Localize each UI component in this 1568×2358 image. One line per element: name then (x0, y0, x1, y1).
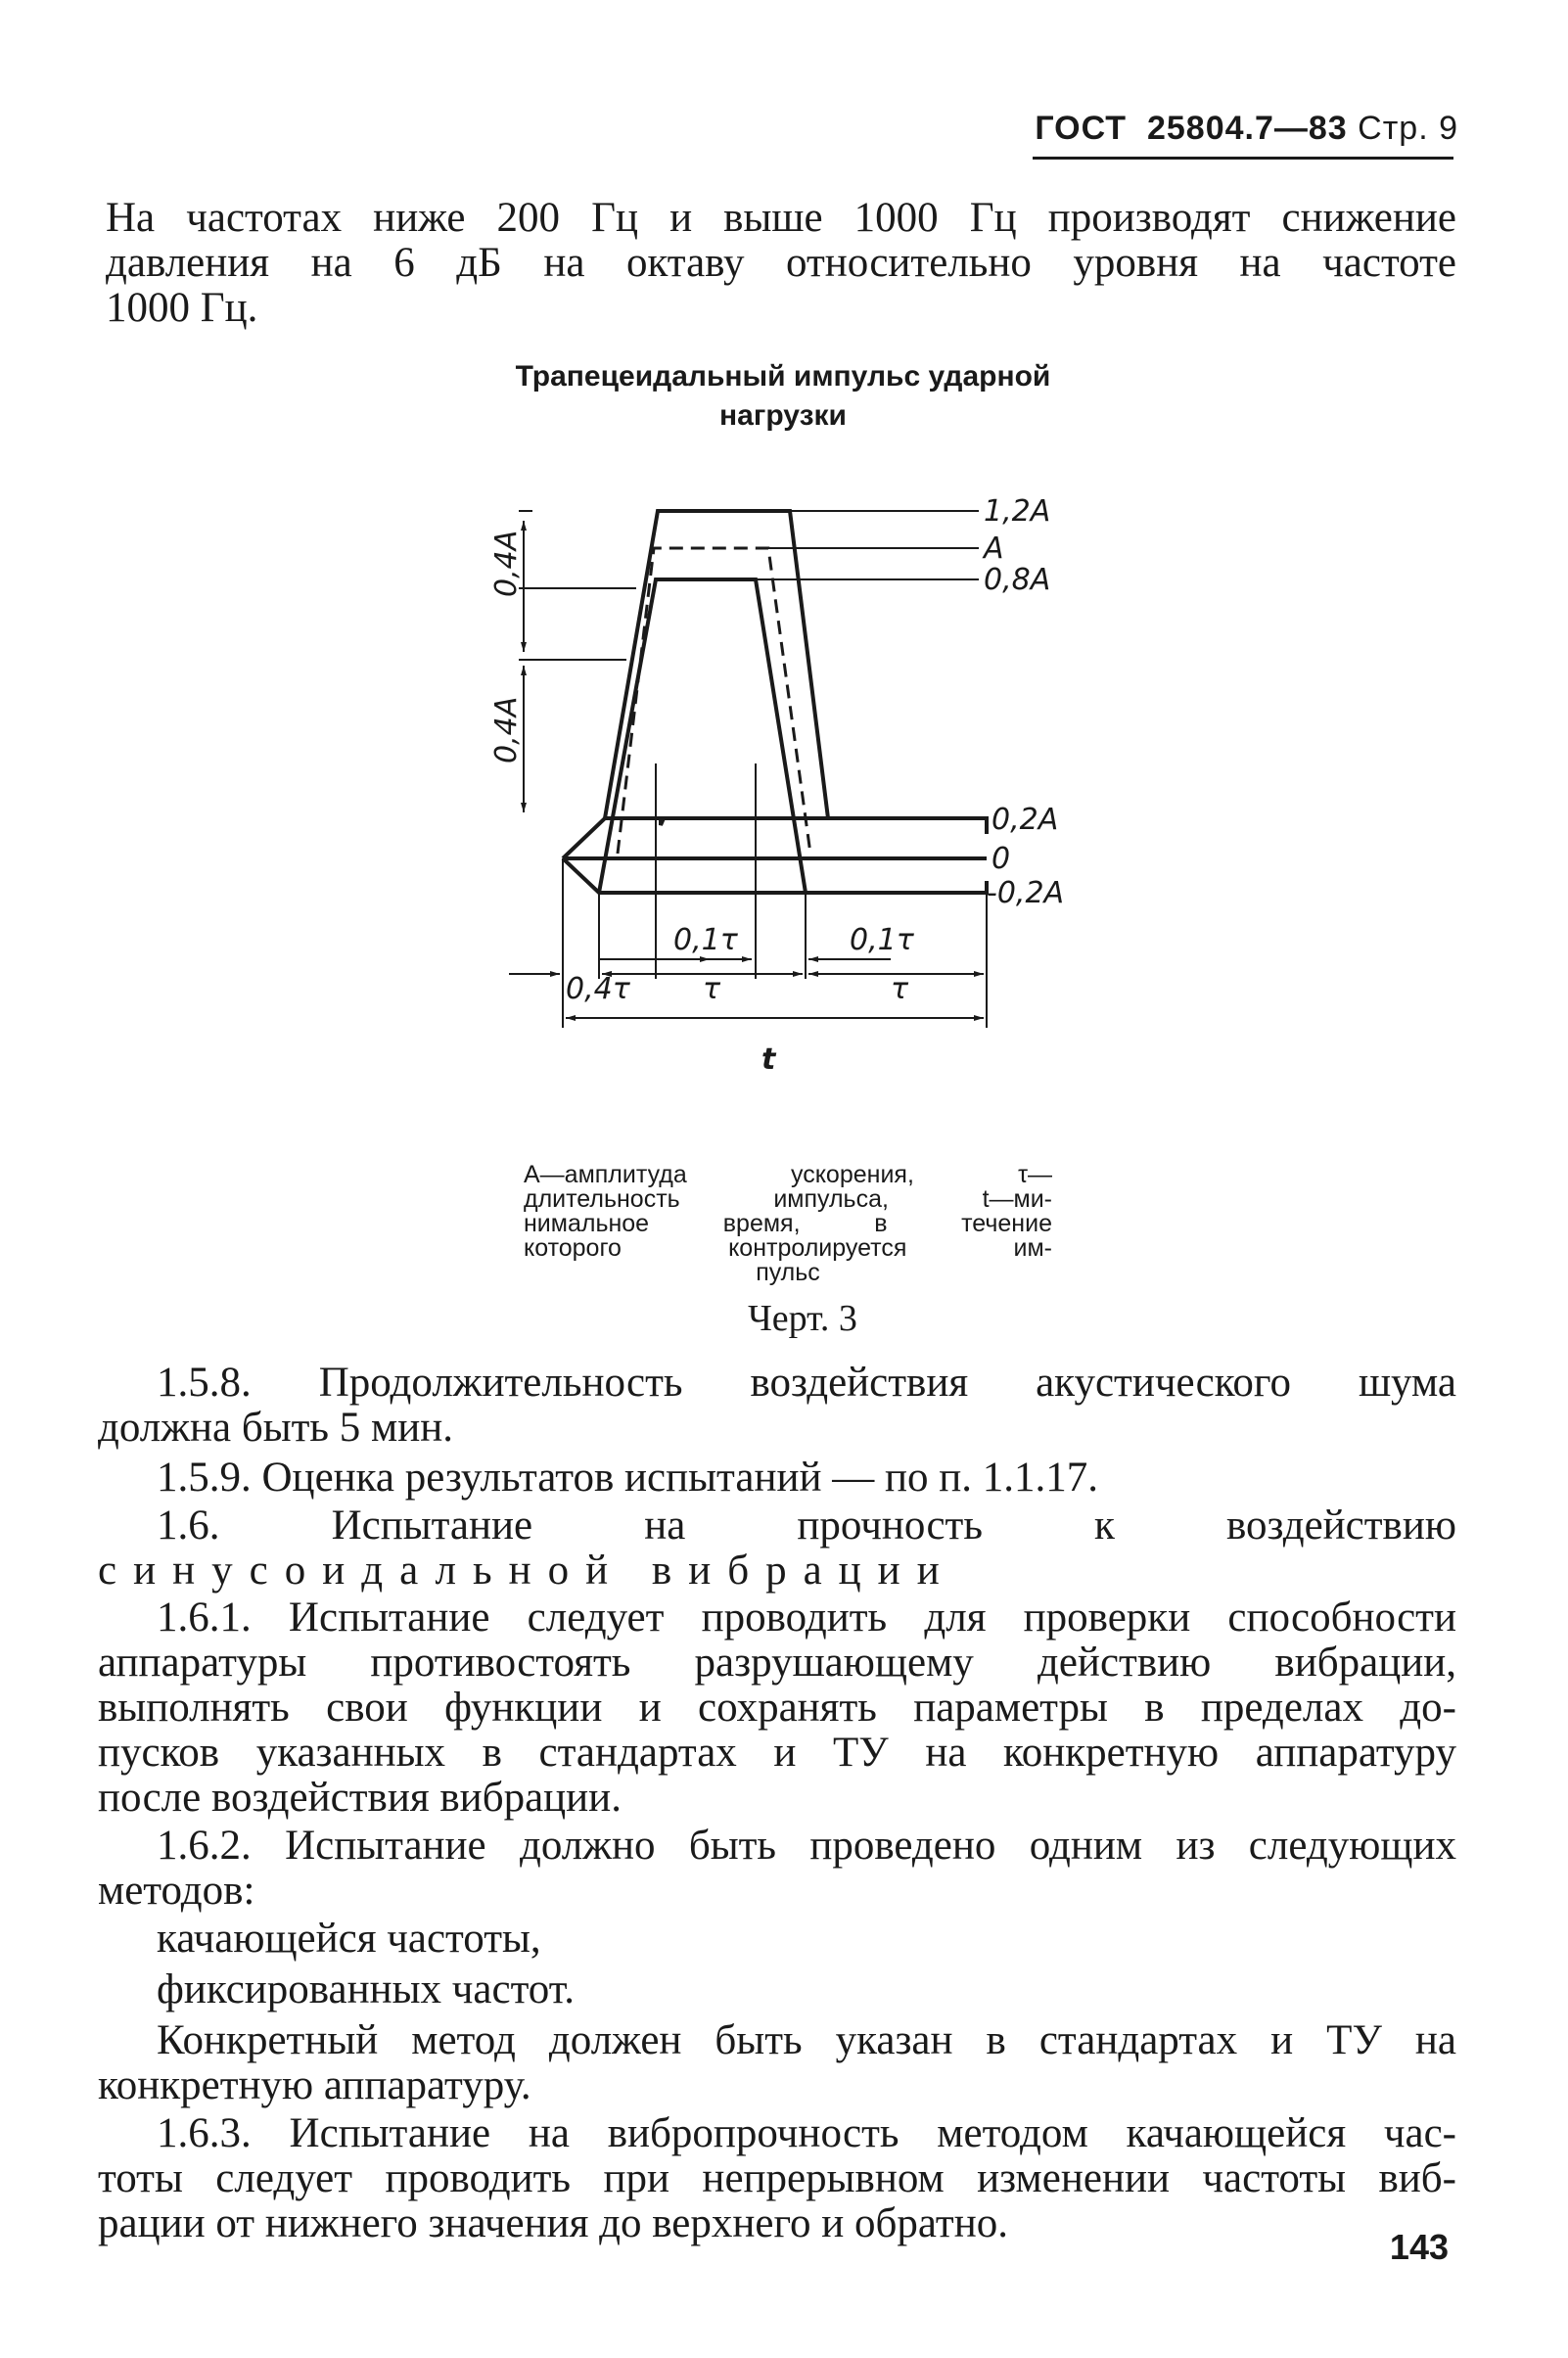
p163-line-3: рации от нижнего значения до верхнего и обратно. (98, 2200, 1008, 2246)
p159: 1.5.9. Оценка результатов испытаний — по п. 1.1.17. (157, 1455, 1098, 1501)
trapezoidal-pulse-diagram (489, 470, 1116, 1116)
header-page-label: Стр. 9 (1358, 110, 1458, 147)
method-note-line-1: Конкретный метод должен быть указан в стандартах и ТУ на (157, 2017, 1456, 2063)
label-0-8A: 0,8A (984, 563, 1051, 597)
figure-title-line-2: нагрузки (719, 399, 847, 432)
caption-line-3: нимальное время, в течение (524, 1210, 1052, 1237)
p16-heading-line-1: 1.6. Испытание на прочность к воздействию (157, 1503, 1456, 1549)
caption-line-2: длительность импульса, t—ми- (524, 1185, 1052, 1213)
lower-tolerance-trapezoid (599, 579, 806, 893)
label-dim-0-4tau: 0,4τ (566, 972, 630, 1006)
label-0-2A: 0,2A (992, 803, 1059, 837)
label-dim-tau-1: τ (703, 972, 721, 1006)
header-gost: ГОСТ (1035, 110, 1128, 147)
label-dim-0-1tau-left: 0,1τ (673, 923, 738, 957)
p158-line-2: должна быть 5 мин. (98, 1405, 453, 1451)
intro-line-3: 1000 Гц. (106, 285, 258, 331)
p161-line-5: после воздействия вибрации. (98, 1775, 622, 1821)
label-dim-0-1tau-right: 0,1τ (850, 923, 914, 957)
p161-line-1: 1.6.1. Испытание следует проводить для проверки способности (157, 1595, 1456, 1641)
p162-line-1: 1.6.2. Испытание должно быть проведено одним из следующих (157, 1823, 1456, 1869)
p161-line-4: пусков указанных в стандартах и ТУ на конкретную аппаратуру (98, 1730, 1456, 1776)
label-dim-t: t (761, 1042, 776, 1077)
p16-heading-line-2: синусоидальной вибрации (98, 1548, 956, 1594)
label-neg-0-2A: -0,2A (987, 876, 1065, 910)
figure-caption (524, 1163, 1052, 1285)
label-dim-0-4A-upper: 0,4A (489, 530, 524, 597)
p158-line-1: 1.5.8. Продолжительность воздействия акустического шума (157, 1360, 1456, 1406)
method-item-2: фиксированных частот. (157, 1966, 576, 2012)
lower-tolerance-contour (563, 858, 987, 893)
label-0: 0 (992, 842, 1011, 876)
page-number: 143 (1389, 2227, 1449, 2267)
figure-title (450, 357, 1116, 436)
method-item-1: качающейся частоты, (157, 1916, 541, 1962)
p163-line-2: тоты следует проводить при непрерывном изменении частоты виб- (98, 2155, 1456, 2201)
figure-number: Черт. 3 (748, 1298, 857, 1339)
caption-line-1: A—амплитуда ускорения, τ— (524, 1161, 1052, 1188)
p163-line-1: 1.6.3. Испытание на вибропрочность методом качающейся час- (157, 2110, 1456, 2156)
intro-line-2: давления на 6 дБ на октаву относительно уровня на частоте (106, 240, 1456, 286)
intro-line-1: На частотах ниже 200 Гц и выше 1000 Гц производят снижение (106, 195, 1456, 241)
p161-line-2: аппаратуры противостоять разрушающему действию вибрации, (98, 1640, 1456, 1686)
upper-tolerance-contour (563, 818, 987, 858)
figure-title-line-1: Трапецеидальный импульс ударной (515, 360, 1051, 393)
label-dim-0-4A-lower: 0,4A (489, 696, 524, 763)
header-standard-number: 25804.7—83 (1146, 110, 1348, 147)
p162-line-2: методов: (98, 1868, 255, 1914)
method-note-line-2: конкретную аппаратуру. (98, 2062, 531, 2108)
p161-line-3: выполнять свои функции и сохранять параметры в пределах до- (98, 1685, 1456, 1731)
label-dim-tau-2: τ (891, 972, 909, 1006)
caption-line-4: которого контролируется им- (524, 1234, 1052, 1262)
caption-line-5: пульс (756, 1259, 820, 1286)
header-rule (1033, 157, 1453, 160)
label-A: A (984, 532, 1004, 566)
label-1-2A: 1,2A (984, 494, 1051, 529)
page-header (1028, 110, 1458, 148)
nominal-pulse-dashed (618, 548, 810, 854)
